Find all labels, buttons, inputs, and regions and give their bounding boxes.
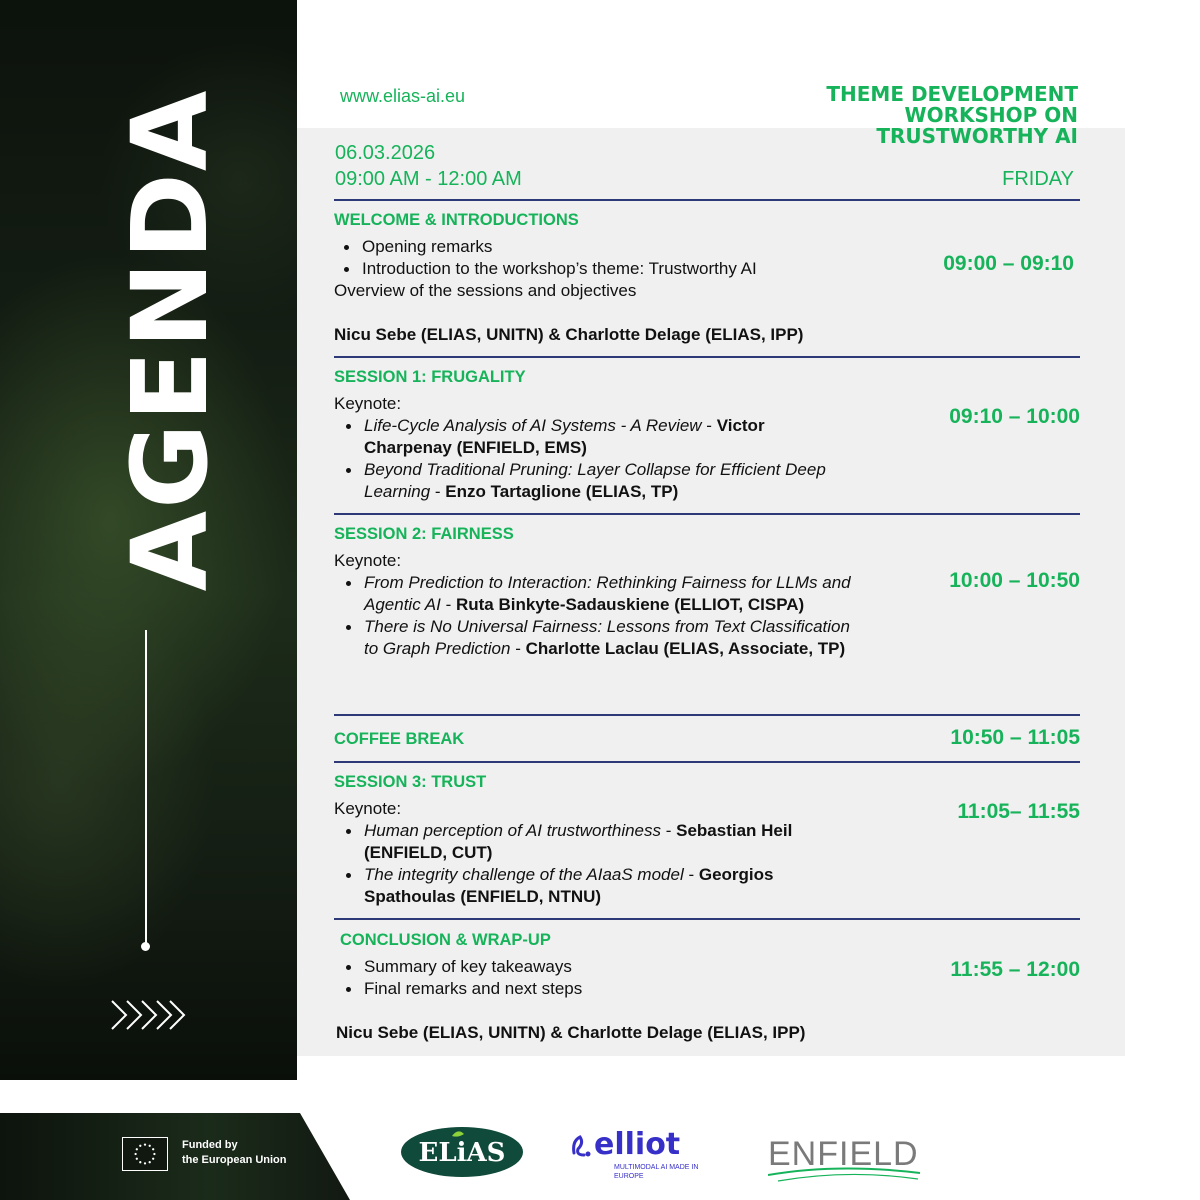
line-end-dot [141, 942, 150, 951]
eu-funding-text: Funded by the European Union [182, 1139, 287, 1166]
section-extra-line: Overview of the sessions and objectives [334, 281, 637, 300]
talk-item [336, 820, 856, 864]
talk-list [336, 820, 856, 908]
talk-speaker: Enzo Tartaglione (ELIAS, TP) [445, 482, 679, 501]
eu-flag-icon [122, 1137, 168, 1171]
talk-separator: - [683, 865, 699, 884]
section-time: 10:00 – 10:50 [949, 569, 1080, 592]
vertical-line [145, 630, 147, 946]
elias-logo-text: ELiAS [418, 1138, 506, 1168]
elliot-logo-text: elliot [594, 1127, 681, 1162]
keynote-label: Keynote: [334, 799, 402, 818]
talk-item [336, 572, 856, 616]
section-title: WELCOME & INTRODUCTIONS [334, 211, 579, 229]
section-time: 11:55 – 12:00 [950, 958, 1080, 981]
talk-title: Beyond Traditional Pruning: Layer Collapse for Efficient Deep Learning [364, 460, 826, 501]
section-items [336, 956, 836, 1000]
event-time: 09:00 AM - 12:00 AM [335, 168, 522, 190]
talk-title: Human perception of AI trustworthiness [364, 821, 662, 840]
left-decorative-panel [0, 0, 297, 1080]
divider [334, 918, 1080, 920]
talk-speaker: Sebastian Heil (ENFIELD, CUT) [364, 821, 793, 862]
talk-list [336, 415, 856, 503]
enfield-logo [768, 1125, 923, 1185]
section-time: 10:50 – 11:05 [950, 726, 1080, 749]
workshop-title: THEME DEVELOPMENT WORKSHOP ON TRUSTWORTHY AI [826, 82, 1078, 148]
list-item: Opening remarks [334, 236, 834, 258]
list-item: Summary of key takeaways [336, 956, 836, 978]
divider [334, 714, 1080, 716]
section-title: COFFEE BREAK [334, 730, 465, 748]
keynote-label: Keynote: [334, 551, 402, 570]
footer [0, 1113, 1200, 1200]
talk-speaker: Ruta Binkyte-Sadauskiene (ELLIOT, CISPA) [455, 595, 805, 614]
talk-item [336, 459, 856, 503]
elliot-logo [570, 1127, 710, 1187]
talk-separator: - [701, 416, 717, 435]
talk-separator: - [430, 482, 446, 501]
website-link[interactable]: www.elias-ai.eu [340, 86, 466, 106]
divider [334, 761, 1080, 763]
section-items [334, 236, 834, 280]
divider [334, 199, 1080, 201]
section-speakers: Nicu Sebe (ELIAS, UNITN) & Charlotte Delage (ELIAS, IPP) [334, 325, 804, 344]
section-title: SESSION 3: TRUST [334, 773, 487, 791]
talk-title: Life-Cycle Analysis of AI Systems - A Review [364, 416, 702, 435]
enfield-logo-text: ENFIELD [768, 1135, 919, 1173]
talk-speaker: Charlotte Laclau (ELIAS, Associate, TP) [525, 639, 846, 658]
divider [334, 356, 1080, 358]
talk-item [336, 616, 856, 660]
section-speakers: Nicu Sebe (ELIAS, UNITN) & Charlotte Delage (ELIAS, IPP) [336, 1023, 806, 1042]
event-day: FRIDAY [1002, 168, 1074, 190]
list-item: Final remarks and next steps [336, 978, 836, 1000]
talk-title: There is No Universal Fairness: Lessons from Text Classification to Graph Prediction [364, 617, 850, 658]
eu-funding-band [0, 1113, 350, 1200]
divider [334, 513, 1080, 515]
talk-speaker: Victor Charpenay (ENFIELD, EMS) [364, 416, 765, 457]
chevrons-right-icon [110, 995, 186, 1035]
talk-speaker: Georgios Spathoulas (ENFIELD, NTNU) [364, 865, 774, 906]
talk-separator: - [661, 821, 677, 840]
elliot-mark-icon [570, 1133, 592, 1159]
elias-logo [400, 1126, 525, 1178]
section-time: 11:05– 11:55 [957, 800, 1080, 823]
talk-item [336, 864, 856, 908]
elliot-tagline: MULTIMODAL AI MADE IN EUROPE [614, 1164, 699, 1180]
event-date: 06.03.2026 [335, 142, 436, 164]
section-title: SESSION 2: FAIRNESS [334, 525, 514, 543]
section-time: 09:00 – 09:10 [943, 252, 1074, 275]
talk-separator: - [510, 639, 526, 658]
section-title: CONCLUSION & WRAP-UP [340, 931, 551, 949]
section-title: SESSION 1: FRUGALITY [334, 368, 526, 386]
talk-item [336, 415, 856, 459]
talk-list [336, 572, 856, 660]
agenda-heading: AGENDA [109, 88, 231, 592]
talk-title: From Prediction to Interaction: Rethinking Fairness for LLMs and Agentic AI [364, 573, 851, 614]
talk-separator: - [440, 595, 456, 614]
keynote-label: Keynote: [334, 394, 402, 413]
section-time: 09:10 – 10:00 [949, 405, 1080, 428]
list-item: Introduction to the workshop’s theme: Trustworthy AI [334, 258, 834, 280]
talk-title: The integrity challenge of the AIaaS model [364, 865, 684, 884]
